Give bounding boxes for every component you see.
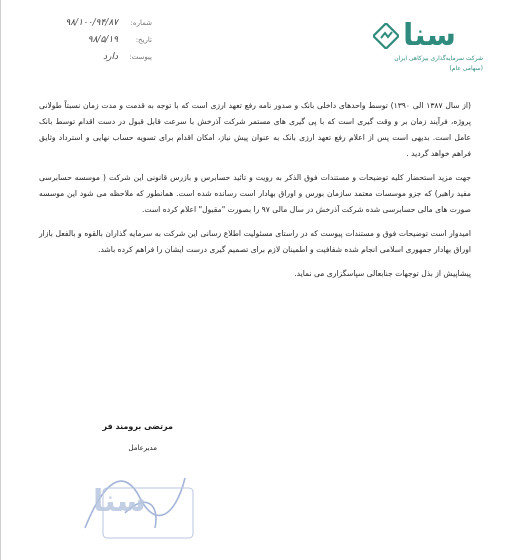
company-name: شرکت سرمایه‌گذاری بیزکاهی ایران xyxy=(394,55,483,62)
signatory-title: مدیرعامل xyxy=(128,444,157,452)
date-value: ۹۸/۵/۱۹ xyxy=(87,35,118,45)
date-row xyxy=(17,35,152,52)
logo-mark xyxy=(373,18,483,53)
letter-meta xyxy=(17,18,152,69)
number-label: شماره: xyxy=(130,19,152,27)
date-label: تاریخ: xyxy=(135,36,152,44)
signature-block xyxy=(57,418,217,548)
signatory-name: مرتضی برومند فر xyxy=(102,422,173,431)
number-value: ۹۸/۱۰۰/۹۴/۸۷ xyxy=(65,18,118,28)
paragraph-3: امیدوار است توضیحات فوق و مستندات پیوست که در راستای مسئولیت اطلاع رسانی این شرکت به سرمایه گذاران بالقوه و بالفعل بازار اوراق بهادار جمهوری اسلامی انجام شده شفافیت و اطمینان لازم برای تصمیم گیری درست ایشان را فراهم کرده باشد. xyxy=(39,229,471,254)
paragraph-4: پیشاپیش از بذل توجهات جنابعالی سپاسگزاری می نماید. xyxy=(294,269,471,278)
letter-body xyxy=(39,98,471,290)
paragraph-2: جهت مزید استحضار کلیه توضیحات و مستندات فوق الذکر به رویت و تائید حسابرس و بازرس قانونی این شرکت ( موسسه حسابرسی مفید راهبر) که جزو موسسات معتمد سازمان بورس و اوراق بهادار است رسانده شده است. همانطور که ملاحظه می شود این موسسه صورت های مالی حسابرسی شده شرکت آذرخش در سال مالی ۹۷ را بصورت "مقبول" اعلام کرده است. xyxy=(39,173,471,214)
company-stamp xyxy=(65,458,215,548)
company-logo xyxy=(373,18,483,73)
logo-text: سنا xyxy=(403,18,457,53)
number-row xyxy=(17,18,152,35)
stamp-text: سنا xyxy=(93,484,147,519)
company-type: (سهامی عام) xyxy=(449,65,483,72)
attachment-value: دارد xyxy=(103,52,118,62)
attachment-label: پیوست: xyxy=(129,53,152,61)
attachment-row xyxy=(17,52,152,69)
paragraph-1: (از سال ۱۳۸۷ الی ۱۳۹۰) توسط واحدهای داخلی بانک و صدور نامه رفع تعهد ارزی است که با توجه به قدمت و مدت زمان نسبتاً طولانی پروژه، فرآیند زمان بر و وقت گیری است که با پی گیری های مستمر شرکت آذرخش با سرعت قابل قبول در دست اقدام توسط بانک عامل است. بدیهی است پس از اعلام رفع تعهد ارزی بانک به عنوان پیش نیاز، امکان اقدام برای تسویه حساب نهایی و استرداد وثایق فراهم خواهد گردید . xyxy=(39,101,471,158)
logo-emblem-icon xyxy=(373,23,399,49)
